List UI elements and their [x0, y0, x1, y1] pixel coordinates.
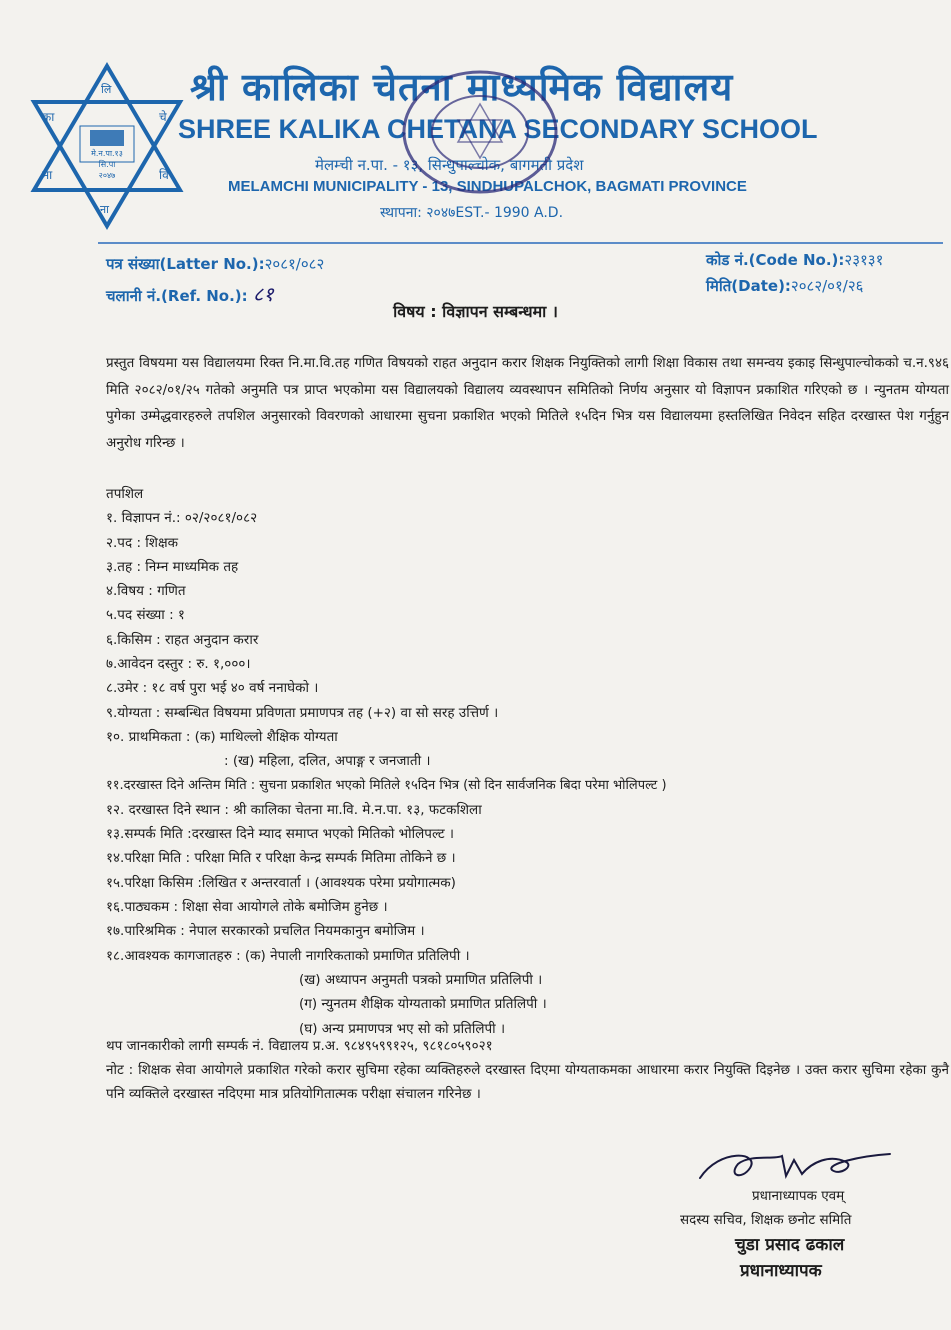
letter-number-value: २०८१/०८२ [264, 255, 325, 273]
list-item: १०. प्राथमिकता : (क) माथिल्लो शैक्षिक योग्यता [106, 728, 338, 745]
list-item: १२. दरखास्त दिने स्थान : श्री कालिका चेतना मा.वि. मे.न.पा. १३, फटकशिला [106, 801, 482, 818]
list-item: ८.उमेर : १८ वर्ष पुरा भई ४० वर्ष ननाघेको । [106, 680, 319, 697]
list-item: (ग) न्युनतम शैक्षिक योग्यताको प्रमाणित प्रतिलिपी । [299, 996, 547, 1013]
school-name-nepali: श्री कालिका चेतना माध्यमिक विद्यालय [190, 65, 734, 109]
details-heading: तपशिल [106, 486, 144, 502]
address-english: MELAMCHI MUNICIPALITY - 13, SINDHUPALCHOK, BAGMATI PROVINCE [228, 178, 747, 195]
footer-text [106, 1034, 949, 1106]
details-list [106, 482, 946, 1041]
list-item: ३.तह : निम्न माध्यमिक तह [106, 558, 239, 575]
ref-number-value: ८१ [252, 282, 274, 306]
list-item: १. विज्ञापन नं.: ०२/२०८१/०८२ [106, 510, 258, 527]
list-item: १७.पारिश्रमिक : नेपाल सरकारको प्रचलित नियमकानुन बमोजिम । [106, 923, 425, 940]
list-item: १५.परिक्षा किसिम :लिखित र अन्तरवार्ता । (आवश्यक परेमा प्रयोगात्मक) [106, 874, 456, 891]
signature-role: प्रधानाध्यापक एवम् [752, 1188, 845, 1204]
date-value: २०८२/०१/२६ [790, 277, 864, 295]
code-number-value: २३१३१ [844, 251, 884, 269]
logo-center-line: सि.पा [98, 160, 116, 169]
ref-number-label: चलानी नं.(Ref. No.): [106, 287, 248, 305]
date [706, 276, 863, 296]
list-item: ६.किसिम : राहत अनुदान करार [106, 631, 259, 648]
note-paragraph: नोट : शिक्षक सेवा आयोगले प्रकाशित गरेको करार सुचिमा रहेका व्यक्तिहरुले दरखास्त दिएमा योग्यताकमका आधारमा करार नियुक्ति दिइनेछ । उक्त करार सुचिमा रहेका कुनै पनि व्यक्तिले दरखास्त नदिएमा मात्र प्रतियोगितात्मक परीक्षा संचालन गरिनेछ । [106, 1062, 949, 1102]
signer-name: चुडा प्रसाद ढकाल [735, 1235, 845, 1255]
list-item: ४.विषय : गणित [106, 583, 186, 600]
date-label: मिति(Date): [706, 277, 791, 295]
list-item: १३.सम्पर्क मिति :दरखास्त दिने म्याद समाप्त भएको मितिको भोलिपल्ट । [106, 826, 455, 843]
list-item: ११.दरखास्त दिने अन्तिम मिति : सुचना प्रकाशित भएको मितिले १५दिन भित्र (सो दिन सार्वजनिक बिदा परेमा भोलिपल्ट ) [106, 777, 667, 793]
code-number [706, 250, 883, 270]
list-item: १८.आवश्यक कागजातहरु : (क) नेपाली नागरिकताको प्रमाणित प्रतिलिपी । [106, 947, 470, 964]
list-item: ५.पद संख्या : १ [106, 607, 185, 624]
school-name-english: SHREE KALIKA CHETANA SECONDARY SCHOOL [178, 114, 818, 144]
subject-line: विषय : विज्ञापन सम्बन्धमा । [393, 302, 558, 321]
list-item: ९.योग्यता : सम्बन्धित विषयमा प्रविणता प्रमाणपत्र तह (+२) वा सो सरह उत्तिर्ण । [106, 704, 499, 721]
signer-title: प्रधानाध्यापक [740, 1261, 822, 1281]
body-paragraph: प्रस्तुत विषयमा यस विद्यालयमा रिक्त नि.मा.वि.तह गणित विषयको राहत अनुदान करार शिक्षक नियुक्तिको लागी शिक्षा विकास तथा समन्वय इकाइ सिन्धुपाल्चोकको च.न.९४६ मिति २०८२/०१/२५ गतेको अनुमति पत्र प्राप्त भएकोमा यस विद्यालयको विद्यालय व्यवस्थापन समितिको निर्णय अनुसार यो विज्ञापन प्रकाशित गरिएको छ । न्युनतम योग्यता पुगेका उम्मेद्धवारहरुले तपशिल अनुसारको विवरणको आधारमा सुचना प्रकाशित भएको मितिले १५दिन भित्र यस विद्यालयमा हस्तलिखित निवेदन सहित दरखास्त पेश गर्नुहुन अनुरोध गरिन्छ । [106, 355, 949, 451]
logo-letter: का [42, 110, 55, 124]
logo-letter: वि [159, 168, 169, 182]
school-stamp [400, 68, 560, 196]
letter-number [106, 254, 324, 274]
logo-center-line: मे.न.पा.१३ [91, 149, 123, 158]
list-item: ७.आवेदन दस्तुर : रु. १,०००। [106, 656, 251, 673]
logo-center-line: २०४७ [98, 171, 116, 180]
school-logo [22, 62, 192, 230]
code-number-label: कोड नं.(Code No.): [706, 251, 845, 269]
list-item: : (ख) महिला, दलित, अपाङ्ग र जनजाती । [224, 753, 431, 770]
list-item: १४.परिक्षा मिति : परिक्षा मिति र परिक्षा केन्द्र सम्पर्क मितिमा तोकिने छ । [106, 850, 456, 867]
signature-committee: सदस्य सचिव, शिक्षक छनोट समिति [680, 1212, 852, 1228]
list-item: १६.पाठ्यकम : शिक्षा सेवा आयोगले तोके बमोजिम हुनेछ । [106, 899, 388, 916]
letter-number-label: पत्र संख्या(Latter No.): [106, 255, 265, 273]
header-divider [98, 242, 943, 244]
signature [690, 1142, 900, 1190]
list-item: (ख) अध्यापन अनुमती पत्रको प्रमाणित प्रतिलिपी । [299, 971, 543, 988]
logo-letter: मा [42, 168, 53, 182]
logo-letter: ना [100, 203, 109, 216]
contact-line: थप जानकारीको लागी सम्पर्क नं. विद्यालय प्र.अ. ९८४९५९९१२५, ९८१८०५९०२१ [106, 1038, 493, 1054]
established-line: स्थापना: २०४७EST.- 1990 A.D. [380, 205, 564, 221]
logo-letter: चे [159, 110, 167, 124]
address-nepali: मेलम्ची न.पा. - १३, सिन्धुपाल्चोक, बागमती प्रदेश [315, 156, 584, 174]
list-item: २.पद : शिक्षक [106, 534, 179, 551]
logo-letter: लि [101, 83, 112, 96]
list-item: (घ) अन्य प्रमाणपत्र भए सो को प्रतिलिपी । [299, 1020, 506, 1037]
